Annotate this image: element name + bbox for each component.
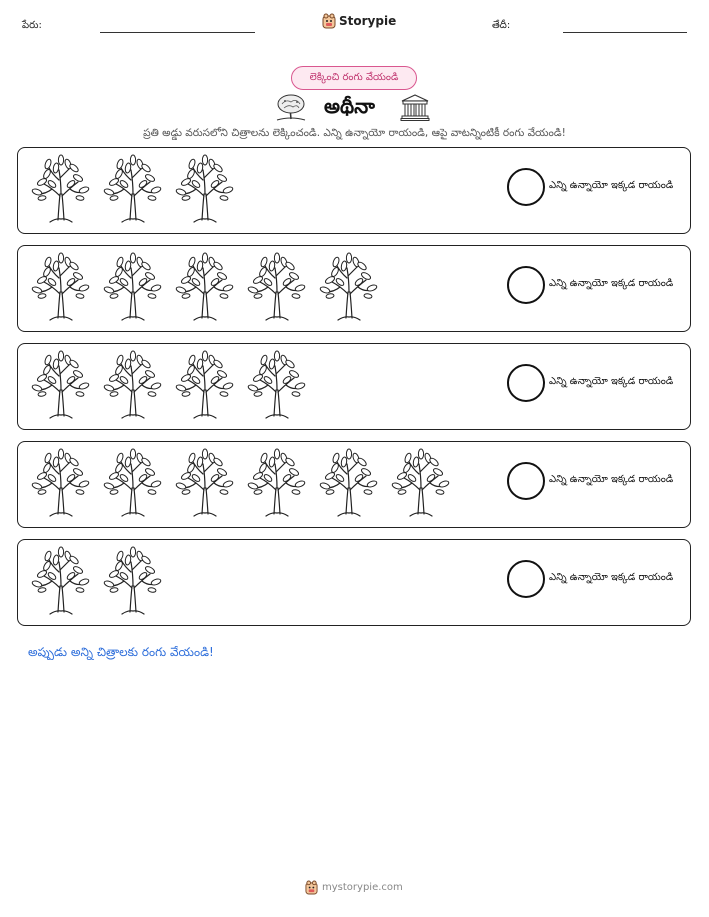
tree-icon[interactable] [28,350,94,420]
name-field-line[interactable] [100,32,255,33]
answer-circle[interactable] [507,560,545,598]
tree-icon[interactable] [28,546,94,616]
tree-icon[interactable] [100,154,166,224]
counting-row [17,343,691,430]
storypie-mascot-icon [322,13,336,29]
answer-label: ఎన్ని ఉన్నాయో ఇక్కడ రాయండి [549,180,674,191]
counting-row [17,245,691,332]
answer-label: ఎన్ని ఉన్నాయో ఇక్కడ రాయండి [549,278,674,289]
answer-label: ఎన్ని ఉన్నాయో ఇక్కడ రాయండి [549,376,674,387]
tree-icon[interactable] [28,252,94,322]
tree-icon[interactable] [316,252,382,322]
tree-icon[interactable] [100,546,166,616]
tree-icon[interactable] [172,350,238,420]
brand-logo [322,13,396,29]
site-footer [305,880,403,895]
counting-row [17,441,691,528]
tree-icon[interactable] [172,448,238,518]
tree-icon[interactable] [100,252,166,322]
tree-icon[interactable] [388,448,454,518]
answer-circle[interactable] [507,168,545,206]
tree-icon[interactable] [100,448,166,518]
activity-badge: లెక్కించి రంగు వేయండి [291,66,417,90]
color-all-note: అప్పుడు అన్ని చిత్రాలకు రంగు వేయండి! [28,645,214,659]
tree-icon[interactable] [172,154,238,224]
olive-tree-icon [274,92,308,122]
title-row [274,92,434,122]
site-url: mystorypie.com [322,882,403,893]
instructions: ప్రతి అడ్డు వరుసలోని చిత్రాలను లెక్కించండి. ఎన్ని ఉన్నాయో రాయండి, ఆపై వాటన్నింటికీ రంగు వేయండి! [143,127,566,139]
answer-circle[interactable] [507,364,545,402]
storypie-mascot-icon [305,880,318,895]
answer-label: ఎన్ని ఉన్నాయో ఇక్కడ రాయండి [549,572,674,583]
greek-temple-icon [400,93,430,121]
counting-row [17,539,691,626]
date-field-line[interactable] [563,32,687,33]
tree-icon[interactable] [28,154,94,224]
brand-name: Storypie [339,14,397,28]
page-title: అథీనా [324,94,375,118]
answer-circle[interactable] [507,462,545,500]
tree-icon[interactable] [316,448,382,518]
tree-icon[interactable] [172,252,238,322]
tree-icon[interactable] [28,448,94,518]
name-label: పేరు: [22,20,42,31]
tree-icon[interactable] [244,350,310,420]
tree-icon[interactable] [244,448,310,518]
tree-icon[interactable] [244,252,310,322]
answer-label: ఎన్ని ఉన్నాయో ఇక్కడ రాయండి [549,474,674,485]
worksheet-header [0,0,709,40]
tree-icon[interactable] [100,350,166,420]
counting-row [17,147,691,234]
date-label: తేదీ: [492,20,511,31]
answer-circle[interactable] [507,266,545,304]
